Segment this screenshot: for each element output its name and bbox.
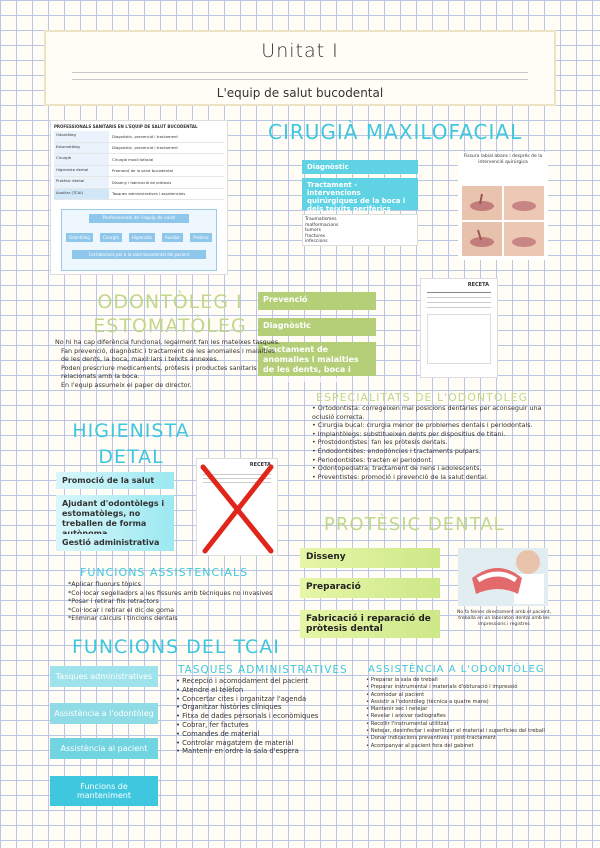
specialty-item: • Periodontistes: tracten el periodont. (312, 455, 433, 464)
professionals-table (50, 120, 228, 275)
table-cell-desc: Promoció de la salut bucodental (112, 168, 173, 174)
specialty-item: • Endodontistes: endodòncies i tractaments pulpars. (312, 446, 481, 455)
unit-subtitle: L'equip de salut bucodental (216, 86, 384, 100)
lip-surgery-photo (458, 182, 548, 260)
especialitats-title: ESPECIALITATS DE L'ODONTÒLEG (316, 391, 529, 404)
cirugia-note: Traumatismes malformacions tumors fractures infeccions (302, 214, 418, 246)
table-cell-role: Auxiliar (TCAI) (54, 189, 109, 200)
function-item: *Col·locar i retirar el dic de goma (68, 605, 175, 614)
admin-task-item: • Recepció i acomodament del pacient (176, 677, 309, 685)
higienista-promocio-box: Promoció de la salut (56, 472, 174, 489)
odontoleg-title (90, 290, 250, 338)
table-row (54, 166, 224, 178)
funcions-assistencials-title: FUNCIONS ASSISTENCIALS (80, 566, 249, 579)
table-cell-desc: Diagnòstic, prevenció i tractament (112, 133, 178, 139)
specialty-item: • Odontopediatra: tractament de nens i adolescents. (312, 464, 482, 473)
table-heading: PROFESSIONALS SANITARIS EN L'EQUIP DE SALUT BUCODENTAL (54, 124, 198, 129)
assist-item: • Revelar i arxivar radiografies (366, 713, 446, 720)
function-item: *Col·locar segelladors a les fissures amb tècniques no invasives (68, 588, 273, 597)
recipe-title: RECETA (467, 282, 489, 288)
recipe-document (420, 278, 498, 378)
funcions-assistencials-list (68, 580, 288, 623)
divider (72, 72, 528, 73)
table-row (54, 143, 224, 155)
assist-item: • Assistir a l'odontòleg (tècnica a quatre mans) (366, 698, 489, 705)
higienista-title-line2: DETAL (98, 446, 164, 468)
assist-item: • Netejar, desinfectar i esterilitzar el material i superfícies del treball (366, 728, 545, 735)
function-item: *Aplicar fluorurs tòpics (68, 580, 142, 588)
specialty-item: • Preventistes: promoció i prevenció de la salut dental. (312, 472, 489, 481)
assist-item: • Recollir l'instrumental utilitzat (366, 720, 449, 727)
odontoleg-diagnostic-box: Diagnòstic (258, 318, 376, 336)
odontoleg-title-line1: ODONTÒLEG I (97, 291, 243, 313)
function-item: *Posar i retirar fils retractors (68, 597, 159, 606)
table-cell-role: Odontòleg (54, 131, 109, 142)
tcai-title: FUNCIONS DEL TCAI (72, 636, 280, 658)
odontoleg-prevencio-box: Prevenció (258, 292, 376, 310)
tcai-manteniment-button[interactable]: Funcions de manteniment (50, 776, 158, 806)
dental-prosthesis-photo (458, 548, 548, 606)
assist-item: • Preparar instrumental i materials d'obturació i impressió (366, 684, 518, 691)
diagram-node: Protèsic (190, 233, 212, 242)
cirugia-tractament-box: Tractament - intervencions quirúrgiques de la boca i dels teixits perifèrics (302, 178, 418, 210)
cirugia-diagnostic-box: Diagnòstic (302, 160, 418, 174)
team-diagram (61, 209, 217, 271)
odontoleg-text: En l'equip assumeix el paper de director. (61, 380, 192, 389)
protesic-fabricacio-box: Fabricació i reparació de pròtesis dental (300, 610, 440, 638)
protesic-disseny-box: Disseny (300, 548, 440, 568)
admin-tasks-title: TASQUES ADMINISTRATIVES (178, 664, 348, 676)
assist-list (362, 677, 552, 750)
diagram-node: Odontòleg (66, 233, 93, 242)
function-item: *Eliminar càlculs i tincions dentals (68, 614, 178, 623)
odontoleg-title-line2: ESTOMATÒLEG (93, 315, 247, 337)
admin-tasks-list (172, 677, 352, 756)
cirugia-title: CIRUGIÀ MAXILOFACIAL (268, 120, 523, 144)
protesic-title: PROTÈSIC DENTAL (324, 514, 505, 535)
specialty-item: • Implantòlegs: substitueixen dents per dispositius de titani. (312, 429, 506, 438)
tcai-assistencia-odontoleg-button[interactable]: Assistència a l'odontòleg (50, 703, 158, 724)
table-cell-role: Cirurgià (54, 154, 109, 165)
odontoleg-body (55, 338, 283, 390)
table-rows (54, 131, 224, 200)
table-row (54, 189, 224, 201)
specialty-item: • Cirurgia bucal: cirurgia menor de problemes dentals i periodontals. (312, 421, 533, 430)
diagram-node: Higienista (129, 233, 155, 242)
lip-photo-card (458, 152, 548, 260)
assist-item: • Acompanyar al pacient fora del gabinet (366, 742, 474, 749)
assist-title: ASSISTÈNCIA A L'ODONTÒLEG (368, 664, 545, 675)
table-row (54, 177, 224, 189)
crossed-recipe (196, 458, 278, 556)
table-cell-desc: Disseny i fabricació de pròtesis (112, 179, 172, 185)
admin-task-item: • Concertar cites i organitzar l'agenda (176, 694, 307, 703)
tcai-assistencia-pacient-button[interactable]: Assistència al pacient (50, 738, 158, 759)
table-row (54, 131, 224, 143)
higienista-ajudant-box: Ajudant d'odontòlegs i estomatòlegs, no treballen de forma (56, 495, 174, 543)
odontoleg-text: No hi ha cap diferència funcional, legalment fan les mateixes tasques. (55, 338, 281, 346)
tcai-admin-button[interactable]: Tasques administratives (50, 666, 158, 687)
header-card (44, 30, 556, 106)
unit-title: Unitat I (261, 40, 339, 62)
admin-task-item: • Atendre el telèfon (176, 685, 244, 694)
odontoleg-text: Poden prescriure medicaments, pròtesis i productes sanitaris relacionats amb la boca. (61, 363, 257, 381)
especialitats-list (306, 404, 556, 481)
table-cell-role: Protèsic dental (54, 177, 109, 188)
admin-task-item: • Controlar magatzem de material (176, 738, 294, 747)
lip-photo-caption: Fissura labial abans i després de la intervenció quirúrgica (463, 154, 543, 165)
higienista-title (66, 418, 196, 470)
table-cell-desc: Cirurgia maxil·lofacial (112, 156, 154, 162)
specialty-item: • Ortodontista: corregeixen mal posicions dentàries per aconseguir una oclusió correcta. (312, 404, 542, 421)
crossed-recipe-title: RECETA (249, 462, 271, 468)
diagram-node: Cirurgià (100, 233, 122, 242)
higienista-title-line1: HIGIENISTA (72, 420, 190, 442)
diagram-bottom-node: Col·laboració per a la salut bucodental del pacient (72, 250, 206, 259)
admin-task-item: • Comandes de material (176, 729, 260, 738)
divider (72, 79, 528, 80)
higienista-gestio-box: Gestió administrativa (56, 534, 174, 551)
protesic-preparacio-box: Preparació (300, 578, 440, 598)
diagram-nodes (66, 233, 212, 242)
protesic-caption: No fa feines directament amb el pacient, treballa en un laboratori dental amb les impressions i registres (456, 610, 552, 627)
admin-task-item: • Fitxa de dades personals i econòmiques (176, 712, 319, 721)
admin-task-item: • Cobrar, fer factures (176, 720, 249, 729)
admin-task-item: • Mantenir en ordre la sala d'espera (176, 747, 299, 756)
odontoleg-tractament-box: Tractament de anomalies i malalties de les dents, boca i teixits adjacents (258, 342, 376, 376)
table-cell-desc: Diagnòstic, prevenció i tractament (112, 145, 178, 151)
odontoleg-text: Fan prevenció, diagnòstic i tractament de les anomalies i malalties de les dents, la boca, maxil·lars i teixits annexes. (61, 346, 275, 364)
diagram-top-node: Professionals de l'equip de salut (89, 214, 189, 223)
assist-item: • Mantenir sec i netejar (366, 706, 428, 713)
cross-mark-icon (197, 459, 279, 557)
table-cell-role: Higienista dental (54, 166, 109, 177)
table-row (54, 154, 224, 166)
assist-item: • Acomodar al pacient (366, 691, 425, 698)
table-cell-desc: Tasques administratives i assistencials (112, 191, 186, 197)
assist-item: • Donar indicacions preventives i post-tractament (366, 735, 497, 742)
denture-photo (458, 548, 548, 606)
diagram-node: Auxiliar (162, 233, 183, 242)
specialty-item: • Prostodontistes: fan les pròtesis dentals. (312, 438, 448, 447)
admin-task-item: • Organitzar històries clíniques (176, 703, 282, 712)
assist-item: • Preparar la sala de treball (366, 677, 438, 683)
table-cell-role: Estomatòleg (54, 143, 109, 154)
